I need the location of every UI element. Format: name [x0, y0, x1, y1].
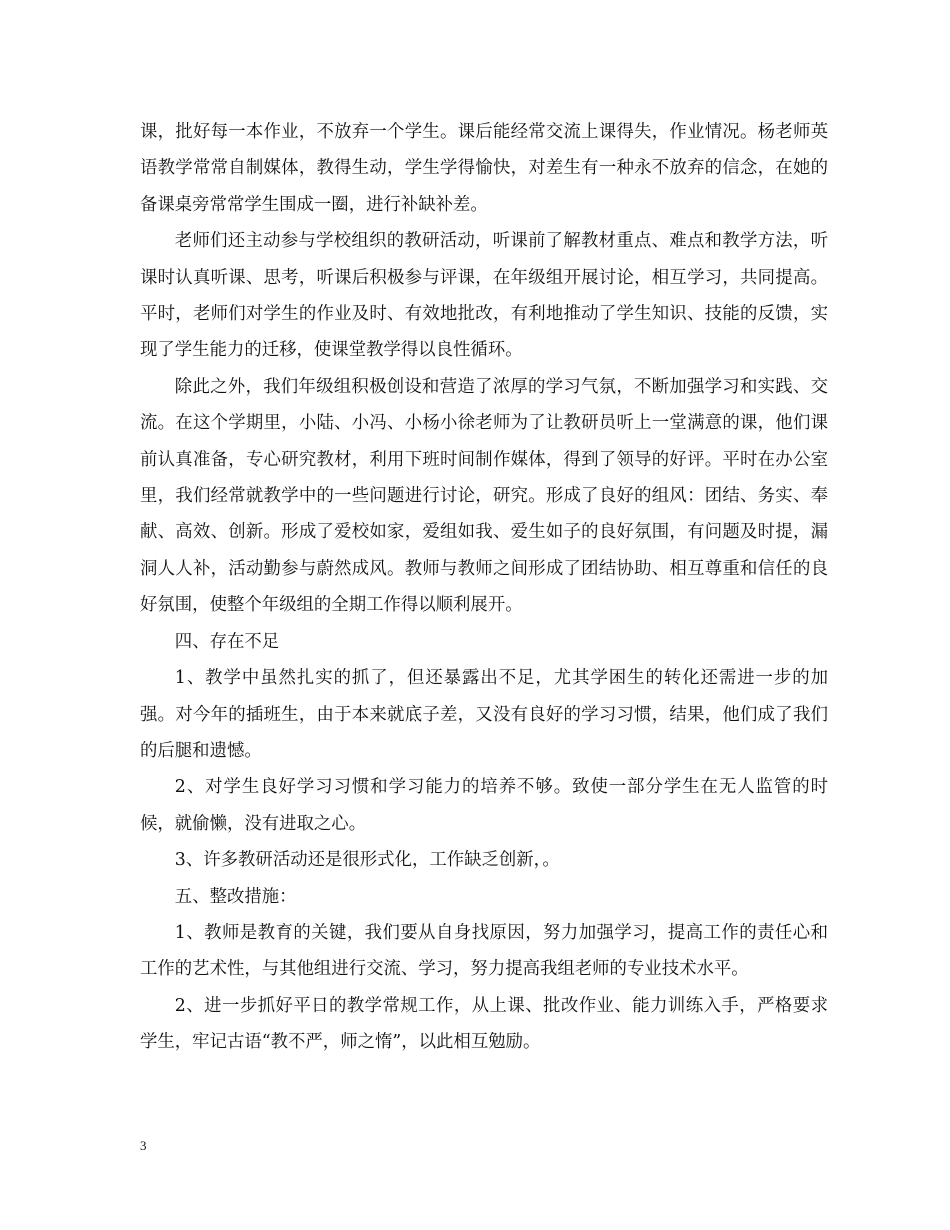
measure-item-2: 2、进一步抓好平日的教学常规工作，从上课、批改作业、能力训练入手，严格要求学生，牢记古语“教不严，师之惰”，以此相互勉励。 — [140, 995, 828, 1053]
document-body — [140, 114, 828, 1061]
paragraph-learning-atmosphere: 除此之外，我们年级组积极创设和营造了浓厚的学习气氛，不断加强学习和实践、交流。在这个学期里，小陆、小冯、小杨小徐老师为了让教研员听上一堂满意的课，他们课前认真准备，专心研究教材，利用下班时间制作媒体，得到了领导的好评。平时在办公室里，我们经常就教学中的一些问题进行讨论，研究。形成了良好的组风：团结、务实、奉献、高效、创新。形成了爱校如家，爱组如我、爱生如子的良好氛围，有问题及时提，漏洞人人补，活动勤参与蔚然成风。教师与教师之间形成了团结协助、相互尊重和信任的良好氛围，使整个年级组的全期工作得以顺利展开。 — [140, 376, 828, 616]
measure-item-1: 1、教师是教育的关键，我们要从自身找原因，努力加强学习，提高工作的责任心和工作的艺术性，与其他组进行交流、学习，努力提高我组老师的专业技术水平。 — [140, 922, 828, 980]
section-heading-shortcomings: 四、存在不足 — [174, 631, 280, 652]
section-heading-measures: 五、整改措施： — [174, 886, 297, 907]
shortcoming-item-2: 2、对学生良好学习习惯和学习能力的培养不够。致使一部分学生在无人监管的时候，就偷懒，没有进取之心。 — [140, 777, 828, 834]
paragraph-teaching-research: 老师们还主动参与学校组织的教研活动，听课前了解教材重点、难点和教学方法，听课时认真听课、思考，听课后积极参与评课，在年级组开展讨论，相互学习，共同提高。平时，老师们对学生的作业及时、有效地批改，有利地推动了学生知识、技能的反馈，实现了学生能力的迁移，使课堂教学得以良性循环。 — [140, 231, 828, 361]
paragraph-continued-teaching: 课，批好每一本作业，不放弃一个学生。课后能经常交流上课得失，作业情况。杨老师英语教学常常自制媒体，教得生动，学生学得愉快，对差生有一种永不放弃的信念，在她的备课桌旁常常学生围成一圈，进行补缺补差。 — [140, 122, 828, 215]
page-number: 3 — [140, 1138, 147, 1153]
shortcoming-item-1: 1、教学中虽然扎实的抓了，但还暴露出不足，尤其学困生的转化还需进一步的加强。对今年的插班生，由于本来就底子差，又没有良好的学习习惯，结果，他们成了我们的后腿和遗憾。 — [140, 668, 828, 761]
shortcoming-item-3: 3、许多教研活动还是很形式化，工作缺乏创新，。 — [174, 850, 560, 871]
